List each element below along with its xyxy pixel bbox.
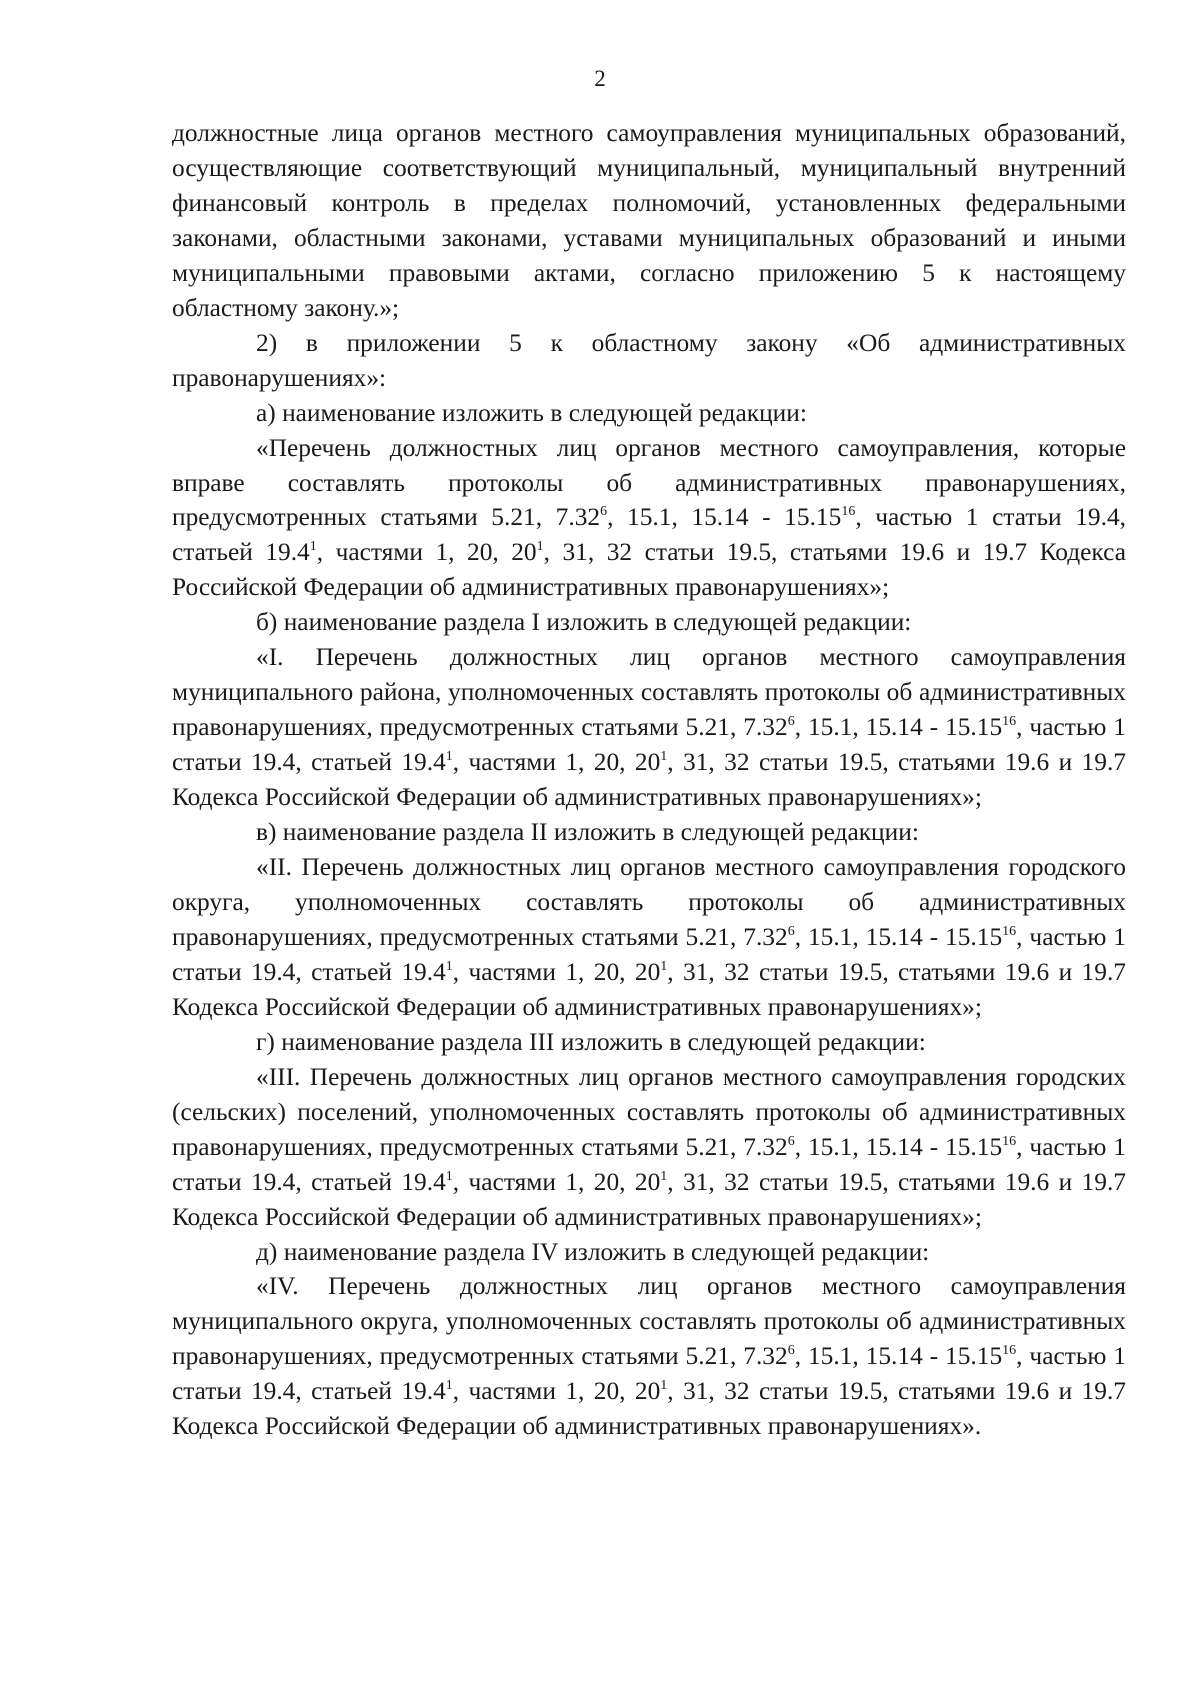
superscript: 1 xyxy=(445,1168,453,1184)
text-run: , частью 1 статьи 19.4, статьей 19.4 xyxy=(172,922,1126,986)
superscript: 1 xyxy=(309,539,317,555)
superscript: 6 xyxy=(787,923,795,939)
superscript: 1 xyxy=(660,958,668,974)
text-run: , частями 1, 20, 20 xyxy=(316,538,537,567)
text-run: , 31, 32 статьи 19.5, статьями 19.6 и 19.7 Кодекса Российской Федерации об административных правонарушениях». xyxy=(172,1377,1126,1441)
text-run: в) наименование раздела II изложить в следующей редакции: xyxy=(256,818,919,847)
text-run: д) наименование раздела IV изложить в следующей редакции: xyxy=(256,1237,930,1266)
superscript: 16 xyxy=(1002,714,1017,730)
text-run: , 31, 32 статьи 19.5, статьями 19.6 и 19.7 Кодекса Российской Федерации об административных правонарушениях»; xyxy=(172,538,1126,602)
page-number: 2 xyxy=(594,66,606,91)
text-run: , частью 1 статьи 19.4, статьей 19.4 xyxy=(172,503,1126,567)
paragraph-subitem-g xyxy=(172,1025,1126,1060)
text-run: «IV. Перечень должностных лиц органов местного самоуправления муниципального округа, уполномоченных составлять протоколы об административных правонарушениях, предусмотренных статьями 5.21, 7.32 xyxy=(172,1272,1126,1371)
superscript: 1 xyxy=(536,539,544,555)
text-run: , частями 1, 20, 20 xyxy=(452,957,661,986)
text-run: , 15.1, 15.14 - 15.15 xyxy=(607,503,842,532)
text-run: а) наименование изложить в следующей редакции: xyxy=(256,398,807,427)
text-run: , 15.1, 15.14 - 15.15 xyxy=(794,1132,1003,1161)
paragraph-subitem-d xyxy=(172,1235,1126,1270)
superscript: 16 xyxy=(1002,1343,1017,1359)
superscript: 1 xyxy=(660,749,668,765)
text-run: , частью 1 статьи 19.4, статьей 19.4 xyxy=(172,1132,1126,1196)
text-run: , 15.1, 15.14 - 15.15 xyxy=(794,922,1003,951)
superscript: 1 xyxy=(660,1378,668,1394)
paragraph-subitem-b xyxy=(172,605,1126,640)
paragraph-quote-section-4 xyxy=(172,1269,1126,1444)
text-run: 2) в приложении 5 к областному закону «Об административных правонарушениях»: xyxy=(172,328,1126,392)
text-run: «I. Перечень должностных лиц органов местного самоуправления муниципального района, уполномоченных составлять протоколы об административных правонарушениях, предусмотренных статьями 5.21, 7.32 xyxy=(172,643,1126,742)
superscript: 16 xyxy=(1002,923,1017,939)
superscript: 6 xyxy=(787,1133,795,1149)
superscript: 1 xyxy=(445,1378,453,1394)
text-run: г) наименование раздела III изложить в следующей редакции: xyxy=(256,1027,926,1056)
text-run: , 31, 32 статьи 19.5, статьями 19.6 и 19.7 Кодекса Российской Федерации об административных правонарушениях»; xyxy=(172,748,1126,812)
text-run: б) наименование раздела I изложить в следующей редакции: xyxy=(256,608,912,637)
text-run: , частями 1, 20, 20 xyxy=(452,1377,661,1406)
superscript: 1 xyxy=(660,1168,668,1184)
text-run: , частью 1 статьи 19.4, статьей 19.4 xyxy=(172,713,1126,777)
paragraph-quote-title xyxy=(172,431,1126,606)
text-run: , частями 1, 20, 20 xyxy=(452,748,661,777)
paragraph-quote-section-3 xyxy=(172,1060,1126,1235)
text-run: «II. Перечень должностных лиц органов местного самоуправления городского округа, уполномоченных составлять протоколы об административных правонарушениях, предусмотренных статьями 5.21, 7.32 xyxy=(172,853,1126,951)
superscript: 6 xyxy=(600,504,608,520)
paragraph-continuation xyxy=(172,116,1126,326)
text-run: , частью 1 статьи 19.4, статьей 19.4 xyxy=(172,1342,1126,1406)
paragraph-item-2 xyxy=(172,326,1126,396)
document-body xyxy=(172,116,1126,1444)
superscript: 1 xyxy=(445,958,453,974)
superscript: 6 xyxy=(787,714,795,730)
paragraph-quote-section-2 xyxy=(172,850,1126,1025)
text-run: «III. Перечень должностных лиц органов местного самоуправления городских (сельских) поселений, уполномоченных составлять протоколы об административных правонарушениях, предусмотренных статьями 5.21, 7.32 xyxy=(172,1062,1126,1161)
text-run: «Перечень должностных лиц органов местного самоуправления, которые вправе составлять протоколы об административных правонарушениях, предусмотренных статьями 5.21, 7.32 xyxy=(172,433,1126,532)
text-run: , 31, 32 статьи 19.5, статьями 19.6 и 19.7 Кодекса Российской Федерации об административных правонарушениях»; xyxy=(172,1167,1126,1231)
text-run: должностные лица органов местного самоуправления муниципальных образований, осуществляющие соответствующий муниципальный, муниципальный внутренний финансовый контроль в пределах полномочий, установленных федеральными законами, областными законами, уставами муниципальных образований и иными муниципальными правовыми актами, согласно приложению 5 к настоящему областному закону.»; xyxy=(172,119,1126,322)
text-run: , 31, 32 статьи 19.5, статьями 19.6 и 19.7 Кодекса Российской Федерации об административных правонарушениях»; xyxy=(172,957,1126,1021)
text-run: , частями 1, 20, 20 xyxy=(452,1167,661,1196)
text-run: , 15.1, 15.14 - 15.15 xyxy=(794,1342,1003,1371)
superscript: 1 xyxy=(445,749,453,765)
paragraph-subitem-a xyxy=(172,396,1126,431)
text-run: , 15.1, 15.14 - 15.15 xyxy=(794,713,1003,742)
paragraph-quote-section-1 xyxy=(172,640,1126,815)
superscript: 6 xyxy=(787,1343,795,1359)
paragraph-subitem-v xyxy=(172,815,1126,850)
superscript: 16 xyxy=(1002,1133,1017,1149)
superscript: 16 xyxy=(841,504,856,520)
